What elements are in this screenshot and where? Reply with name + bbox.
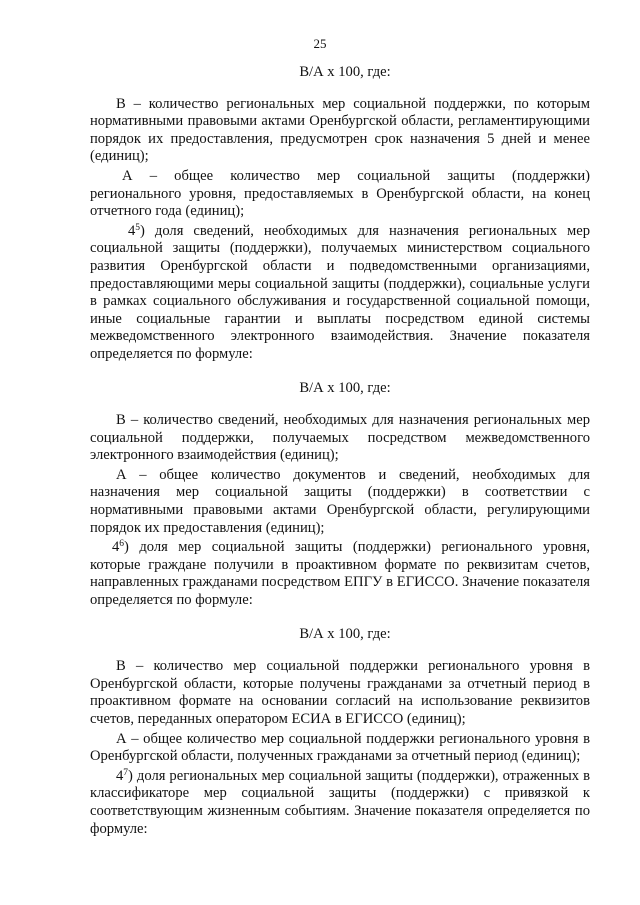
a2-definition: А – общее количество документов и сведений, необходимых для назначения мер социальной защиты (поддержки) в соответствии с нормативными правовыми актами Оренбургской области, регулирующими порядок их предоставления (единиц); — [90, 466, 590, 536]
formula-2: В/А х 100, где: — [299, 379, 391, 396]
indicator-4-5-superscript: 5 — [135, 222, 141, 233]
a1-definition: А – общее количество мер социальной защиты (поддержки) регионального уровня, предоставляемых в Оренбургской области, на конец отчетного года (единиц); — [90, 167, 590, 220]
indicator-4-5-number: 4 — [128, 222, 136, 239]
b3-definition: В – количество мер социальной поддержки регионального уровня в Оренбургской области, которые получены гражданами за отчетный период в проактивном формате на основании согласий на использование реквизитов счетов, переданных оператором ЕСИА в ЕГИССО (единиц); — [90, 658, 590, 727]
indicator-4-7-paragraph — [90, 768, 590, 838]
indicator-4-6-superscript: 6 — [119, 539, 125, 550]
formula-3: В/А х 100, где: — [299, 625, 391, 642]
indicator-4-7-text: ) доля региональных мер социальной защиты (поддержки), отраженных в классификаторе мер социальной защиты (поддержки) с привязкой к соответствующим жизненным событиям. Значение показателя определяется по формуле: — [90, 767, 590, 837]
indicator-4-5-text: ) доля сведений, необходимых для назначения региональных мер социальной защиты (поддержки), получаемых министерством социального развития Оренбургской области и подведомственными организациями, предоставляющими меры социальной защиты (поддержки), социальные услуги в рамках социального обслуживания и государственной социальной помощи, иные социальные гарантии и выплаты посредством единой системы межведомственного электронного взаимодействия. Значение показателя определяется по формуле: — [90, 222, 590, 362]
document-body — [90, 64, 590, 840]
indicator-4-6-paragraph — [90, 539, 590, 609]
indicator-4-5-paragraph — [90, 223, 590, 364]
page-number: 25 — [313, 36, 327, 51]
a3-definition: А – общее количество мер социальной поддержки регионального уровня в Оренбургской области, полученных гражданами за отчетный период (единиц); — [90, 730, 590, 765]
formula-1: В/А х 100, где: — [299, 64, 391, 80]
b1-definition: В – количество региональных мер социальной поддержки, по которым нормативными правовыми актами Оренбургской области, регламентирующими порядок их предоставления, предусмотрен срок назначения 5 дней и менее (единиц); — [90, 95, 590, 165]
indicator-4-6-number: 4 — [112, 539, 120, 556]
indicator-4-7-number: 4 — [116, 767, 124, 784]
indicator-4-7-superscript: 7 — [123, 767, 129, 778]
b2-definition: В – количество сведений, необходимых для назначения региональных мер социальной поддержки, получаемых посредством межведомственного электронного взаимодействия (единиц); — [90, 412, 590, 464]
indicator-4-6-text: ) доля мер социальной защиты (поддержки) регионального уровня, которые граждане получили в проактивном формате по реквизитам счетов, направленных гражданами посредством ЕПГУ в ЕГИССО. Значение показателя определяется по формуле: — [90, 539, 590, 609]
